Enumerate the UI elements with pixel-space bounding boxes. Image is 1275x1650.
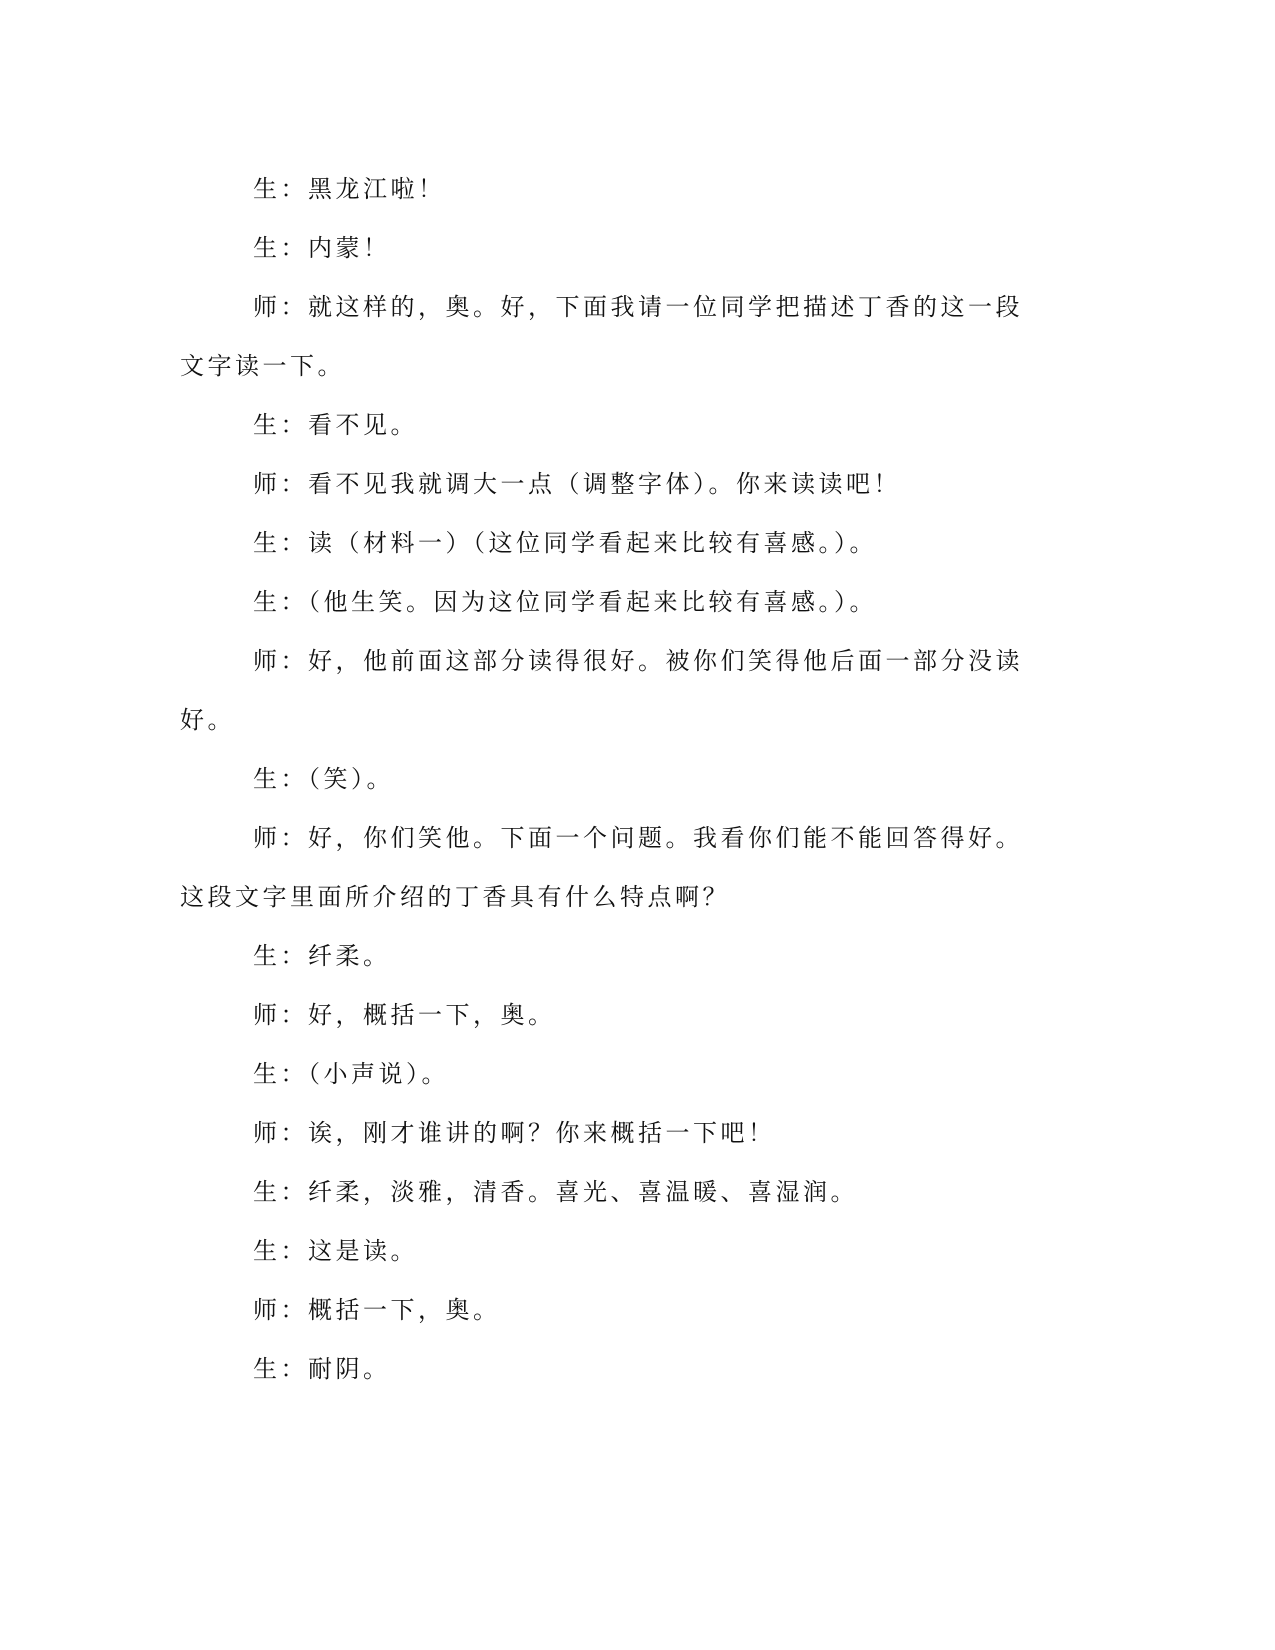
dialogue-line: 师：好，他前面这部分读得很好。被你们笑得他后面一部分没读好。 — [180, 647, 1023, 734]
dialogue-line: 师：看不见我就调大一点（调整字体）。你来读读吧！ — [253, 470, 901, 498]
dialogue-line: 生：读（材料一）（这位同学看起来比较有喜感。）。 — [253, 529, 877, 557]
dialogue-line: 生：（他生笑。因为这位同学看起来比较有喜感。）。 — [253, 588, 877, 616]
dialogue-line: 生：黑龙江啦！ — [253, 175, 446, 203]
dialogue-line: 生：内蒙！ — [253, 234, 391, 262]
dialogue-line: 生：这是读。 — [253, 1237, 418, 1265]
dialogue-line: 生：（笑）。 — [253, 765, 394, 793]
dialogue-line: 师：好，概括一下，奥。 — [253, 1001, 556, 1029]
dialogue-line: 师：诶，刚才谁讲的啊？你来概括一下吧！ — [253, 1119, 776, 1147]
dialogue-line: 师：好，你们笑他。下面一个问题。我看你们能不能回答得好。这段文字里面所介绍的丁香具有什么特点啊？ — [180, 824, 1023, 911]
dialogue-line: 生：纤柔。 — [253, 942, 391, 970]
dialogue-line: 师：概括一下，奥。 — [253, 1296, 501, 1324]
document-body — [180, 160, 1050, 1399]
dialogue-line: 师：就这样的，奥。好，下面我请一位同学把描述丁香的这一段文字读一下。 — [180, 293, 1023, 380]
dialogue-line: 生：（小声说）。 — [253, 1060, 449, 1088]
dialogue-line: 生：耐阴。 — [253, 1355, 391, 1383]
dialogue-line: 生：纤柔，淡雅，清香。喜光、喜温暖、喜湿润。 — [253, 1178, 858, 1206]
dialogue-line: 生：看不见。 — [253, 411, 418, 439]
